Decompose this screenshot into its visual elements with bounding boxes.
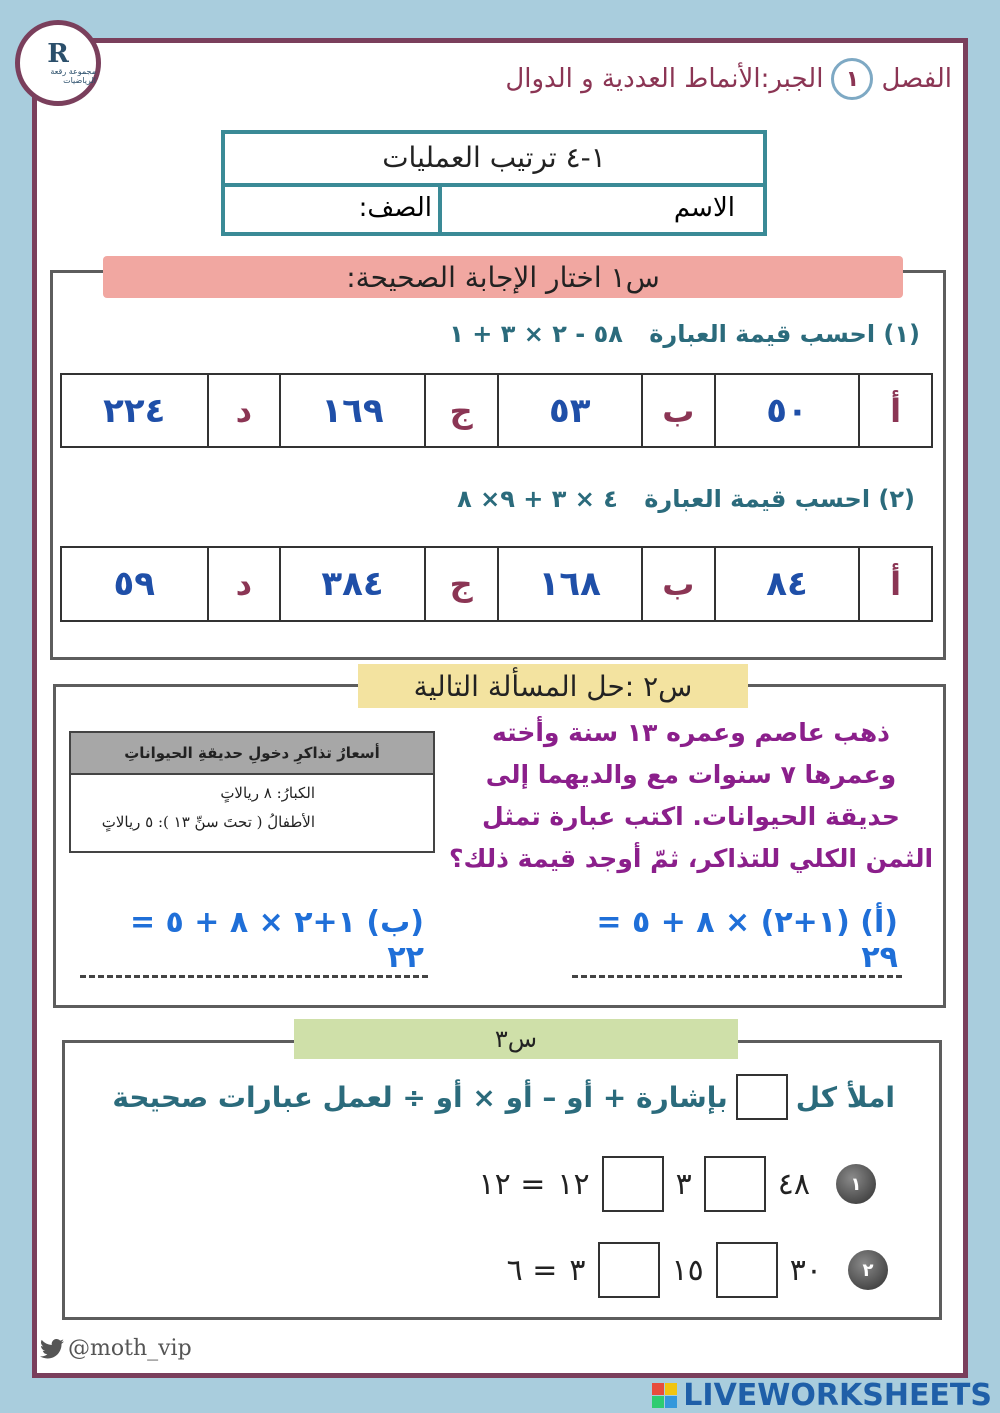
option-value[interactable]: ٣٨٤ bbox=[279, 548, 424, 620]
operator-blank-input[interactable] bbox=[598, 1242, 660, 1298]
liveworksheets-logo-icon bbox=[652, 1383, 677, 1408]
q3-instruction-start: املأ كل bbox=[795, 1080, 895, 1114]
q3-instruction bbox=[112, 1074, 895, 1120]
brand-name: LIVEWORKSHEETS bbox=[683, 1378, 992, 1413]
q1-item2-expression: ٤ × ٣ + ٩× ٨ bbox=[457, 485, 618, 513]
chapter-title: الجبر:الأنماط العددية و الدوال bbox=[505, 64, 824, 94]
q1-item1-prompt: احسب قيمة العبارة bbox=[649, 320, 876, 348]
q1-item1-options bbox=[60, 373, 933, 448]
option-value[interactable]: ٥٩ bbox=[113, 564, 156, 604]
q1-item2-options bbox=[60, 546, 933, 622]
option-letter[interactable]: ب bbox=[641, 375, 714, 446]
option-letter[interactable]: ج bbox=[424, 548, 497, 620]
chapter-heading bbox=[505, 58, 952, 100]
equation-result: = ١٢ bbox=[478, 1166, 546, 1202]
chapter-number: ١ bbox=[831, 58, 873, 100]
option-value[interactable]: ٢٢٤ bbox=[103, 390, 166, 431]
q1-banner: س١ اختار الإجابة الصحيحة: bbox=[103, 256, 903, 298]
equation-row-2 bbox=[507, 1242, 888, 1298]
q1-item1-number: (١) bbox=[883, 320, 920, 348]
liveworksheets-brand bbox=[652, 1378, 992, 1413]
operator-blank-input[interactable] bbox=[602, 1156, 664, 1212]
equation-number-badge: ١ bbox=[836, 1164, 876, 1204]
option-letter[interactable]: د bbox=[207, 548, 280, 620]
ticket-price-header: أسعارُ تذاكرِ دخولِ حديقةِ الحيواناتِ bbox=[71, 733, 433, 775]
q1-item2-prompt: احسب قيمة العبارة bbox=[644, 485, 871, 513]
equation-operand: ٤٨ bbox=[777, 1166, 810, 1202]
q3-instruction-end: بإشارة + أو – أو × أو ÷ لعمل عبارات صحيحة bbox=[112, 1080, 728, 1114]
q2-problem-text: ذهب عاصم وعمره ١٣ سنة وأخته وعمرها ٧ سنوات مع والديهما إلى حديقة الحيوانات. اكتب عبارة تمثل الثمن الكلي للتذاكر، ثمّ أوجد قيمة ذلك؟ bbox=[448, 718, 934, 873]
equation-operand: ٣٠ bbox=[789, 1252, 822, 1288]
q2-answer-b[interactable]: (ب) ١+٢ × ٨ + ٥ = ٢٢ bbox=[80, 905, 428, 978]
equation-row-1 bbox=[478, 1156, 876, 1212]
name-label: الاسم bbox=[673, 193, 735, 223]
q2-answer-a[interactable]: (أ) (١+٢) × ٨ + ٥ = ٢٩ bbox=[572, 905, 902, 978]
logo-text: مجموعة رقعة الرياضيات bbox=[50, 67, 96, 85]
example-blank-box bbox=[736, 1074, 788, 1120]
chapter-label: الفصل bbox=[881, 64, 952, 94]
option-value[interactable]: ١٦٩ bbox=[279, 375, 424, 446]
operator-blank-input[interactable] bbox=[704, 1156, 766, 1212]
q3-banner: س٣ bbox=[294, 1019, 738, 1059]
option-letter[interactable]: أ bbox=[858, 375, 931, 446]
operator-blank-input[interactable] bbox=[716, 1242, 778, 1298]
equation-operand: ١٥ bbox=[671, 1252, 704, 1288]
q1-item1-expression: ٥٨ - ٢ × ٣ + ١ bbox=[449, 320, 623, 348]
option-letter[interactable]: ب bbox=[641, 548, 714, 620]
option-value[interactable]: ١٦٨ bbox=[497, 548, 642, 620]
equation-result: = ٦ bbox=[506, 1252, 558, 1288]
logo-letter: R bbox=[47, 39, 69, 69]
equation-number-badge: ٢ bbox=[848, 1250, 888, 1290]
equation-operand: ٣ bbox=[675, 1166, 692, 1202]
q2-banner: س٢ :حل المسألة التالية bbox=[358, 664, 748, 708]
class-label: الصف: bbox=[358, 193, 432, 223]
lesson-title: ١-٤ ترتيب العمليات bbox=[225, 134, 763, 187]
class-field[interactable] bbox=[225, 187, 438, 232]
option-letter[interactable]: ج bbox=[424, 375, 497, 446]
child-price: الأطفالُ ( تحتَ سنِّ ١٣ ): ٥ ريالاتٍ bbox=[101, 813, 315, 831]
option-value[interactable]: ٥٠ bbox=[714, 375, 859, 446]
option-value[interactable]: ٥٣ bbox=[497, 375, 642, 446]
adult-price: الكبارُ: ٨ ريالاتٍ bbox=[220, 784, 315, 802]
title-table bbox=[221, 130, 767, 236]
equation-operand: ١٢ bbox=[557, 1166, 590, 1202]
option-letter[interactable]: د bbox=[207, 375, 280, 446]
ticket-price-box bbox=[69, 731, 435, 853]
q1-item2-question bbox=[457, 485, 915, 513]
option-letter[interactable]: أ bbox=[858, 548, 931, 620]
logo bbox=[15, 20, 101, 106]
option-value[interactable]: ٨٤ bbox=[714, 548, 859, 620]
q1-item2-number: (٢) bbox=[878, 485, 915, 513]
twitter-handle: @moth_vip bbox=[68, 1336, 192, 1361]
q1-item1-question bbox=[449, 320, 920, 348]
twitter-credit bbox=[40, 1336, 192, 1361]
name-field[interactable] bbox=[438, 187, 763, 232]
equation-operand: ٣ bbox=[569, 1252, 586, 1288]
twitter-bird-icon bbox=[40, 1339, 64, 1359]
